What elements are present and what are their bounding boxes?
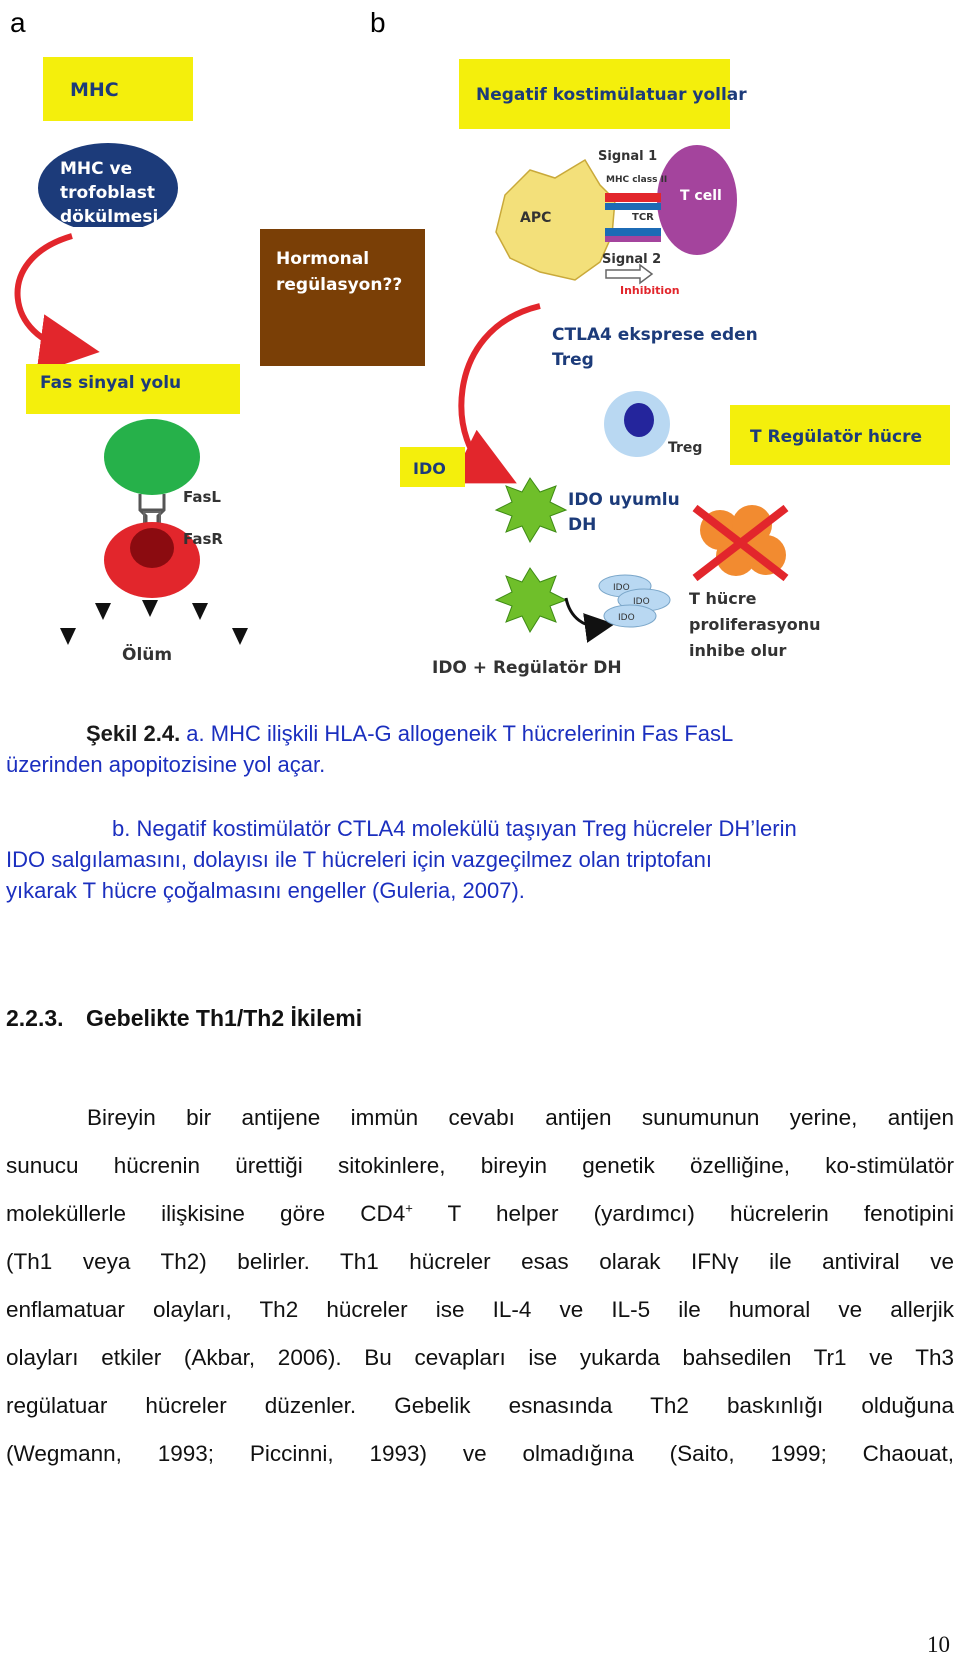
page-number: 10	[927, 1632, 950, 1657]
costim-bar2-icon	[605, 236, 661, 242]
body-paragraph	[6, 1094, 954, 1478]
tcell-label: T cell	[680, 188, 722, 204]
caption-a-text: a. MHC ilişkili HLA-G allogeneik T hücrelerinin Fas FasL	[180, 721, 734, 746]
caption-a-line2: üzerinden apopitozisine yol açar.	[6, 752, 326, 777]
mhc-tcr-bar-icon	[605, 193, 661, 202]
tcell-cluster-icon	[695, 505, 786, 578]
figure-illustration	[0, 0, 960, 700]
treg-box-label: T Regülatör hücre	[750, 427, 923, 447]
costim-bar-icon	[605, 228, 661, 236]
fas-box-label: Fas sinyal yolu	[40, 373, 182, 393]
mhc-circle-line2: trofoblast	[60, 183, 155, 203]
body-line: regülatuar hücreler düzenler. Gebelik esnasında Th2 baskınlığı olduğuna	[6, 1393, 954, 1418]
ido-uyumlu-line1: IDO uyumlu	[568, 490, 680, 510]
thucre-line3: inhibe olur	[689, 641, 787, 660]
caption-b-line1: b. Negatif kostimülatör CTLA4 molekülü taşıyan Treg hücreler DH’lerin	[112, 816, 797, 841]
body-line: (Wegmann, 1993; Piccinni, 1993) ve olmadığına (Saito, 1999; Chaouat,	[6, 1441, 954, 1466]
green-cell-icon	[104, 419, 200, 495]
figure-caption-b	[6, 813, 954, 906]
body-line: enflamatuar olayları, Th2 hücreler ise IL-4 ve IL-5 ile humoral ve allerjik	[6, 1297, 954, 1322]
apc-cell-icon	[496, 160, 615, 280]
olum-label: Ölüm	[122, 645, 173, 665]
panel-b-letter: b	[370, 7, 386, 38]
fasl-label: FasL	[183, 488, 221, 506]
signal1-label: Signal 1	[598, 149, 658, 164]
body-line: Bireyin bir antijene immün cevabı antijen sunumunun yerine, antijen	[87, 1105, 954, 1130]
thucre-line2: proliferasyonu	[689, 615, 821, 634]
ido-small-3: IDO	[618, 613, 635, 623]
figure-caption-a	[6, 718, 954, 780]
ido-box-label: IDO	[413, 459, 446, 478]
caption-label: Şekil 2.4.	[86, 721, 181, 746]
inhibition-arrow-icon	[606, 265, 652, 283]
body-line-3a: moleküllerle ilişkisine göre CD4	[6, 1201, 406, 1226]
black-curve-arrow-icon	[566, 598, 600, 626]
red-curve-arrow-a	[18, 236, 72, 348]
section-number: 2.2.3.	[6, 1005, 64, 1031]
ido-ellipses-icon	[599, 575, 670, 627]
inhibition-label: Inhibition	[620, 284, 680, 297]
mhc-circle-line1: MHC ve	[60, 159, 133, 179]
section-title: Gebelikte Th1/Th2 İkilemi	[86, 1005, 363, 1031]
body-line: (Th1 veya Th2) belirler. Th1 hücreler esas olarak IFNγ ile antiviral ve	[6, 1249, 954, 1274]
mhc-box-label: MHC	[70, 79, 119, 101]
ido-uyumlu-line2: DH	[568, 515, 597, 535]
caption-b-line2: IDO salgılamasını, dolayısı ile T hücreleri için vazgeçilmez olan triptofanı	[6, 847, 712, 872]
hormonal-line1: Hormonal	[276, 249, 370, 269]
section-heading	[6, 1005, 362, 1032]
treg-nucleus-icon	[624, 403, 654, 437]
hormonal-line2: regülasyon??	[276, 275, 403, 295]
body-line-3b: T helper (yardımcı) hücrelerin fenotipini	[412, 1201, 954, 1226]
ido-small-1: IDO	[613, 583, 630, 593]
red-cell-nucleus-icon	[130, 528, 174, 568]
panel-a-letter: a	[10, 7, 26, 38]
caption-b-line3: yıkarak T hücre çoğalmasını engeller (Guleria, 2007).	[6, 878, 525, 903]
signal2-label: Signal 2	[602, 252, 662, 267]
mhc-circle-line3: dökülmesi	[60, 207, 159, 227]
ido-dc2-icon	[496, 568, 566, 632]
mhc-class-label: MHC class II	[606, 175, 668, 185]
ido-dc-icon	[496, 478, 566, 542]
body-line: olayları etkiler (Akbar, 2006). Bu cevapları ise yukarda bahsedilen Tr1 ve Th3	[6, 1345, 954, 1370]
ido-reg-label: IDO + Regülatör DH	[432, 658, 622, 678]
body-line: sunucu hücrenin ürettiği sitokinlere, bireyin genetik özelliğine, ko-stimülatör	[6, 1153, 954, 1178]
neg-box-label: Negatif kostimülatuar yollar	[476, 85, 747, 105]
ido-small-2: IDO	[633, 597, 650, 607]
apc-label: APC	[520, 210, 552, 226]
ctla4-line2: Treg	[552, 350, 594, 370]
body-line	[6, 1190, 954, 1238]
treg-label: Treg	[668, 440, 703, 456]
red-curve-arrow-b	[461, 306, 540, 470]
death-arrows-icon	[60, 600, 248, 645]
mhc-tcr-bar2-icon	[605, 203, 661, 210]
fasr-label: FasR	[183, 530, 223, 548]
cd4-superscript: +	[405, 1200, 413, 1216]
tcr-label: TCR	[632, 212, 654, 223]
thucre-line1: T hücre	[689, 589, 757, 608]
ctla4-line1: CTLA4 eksprese eden	[552, 325, 758, 345]
